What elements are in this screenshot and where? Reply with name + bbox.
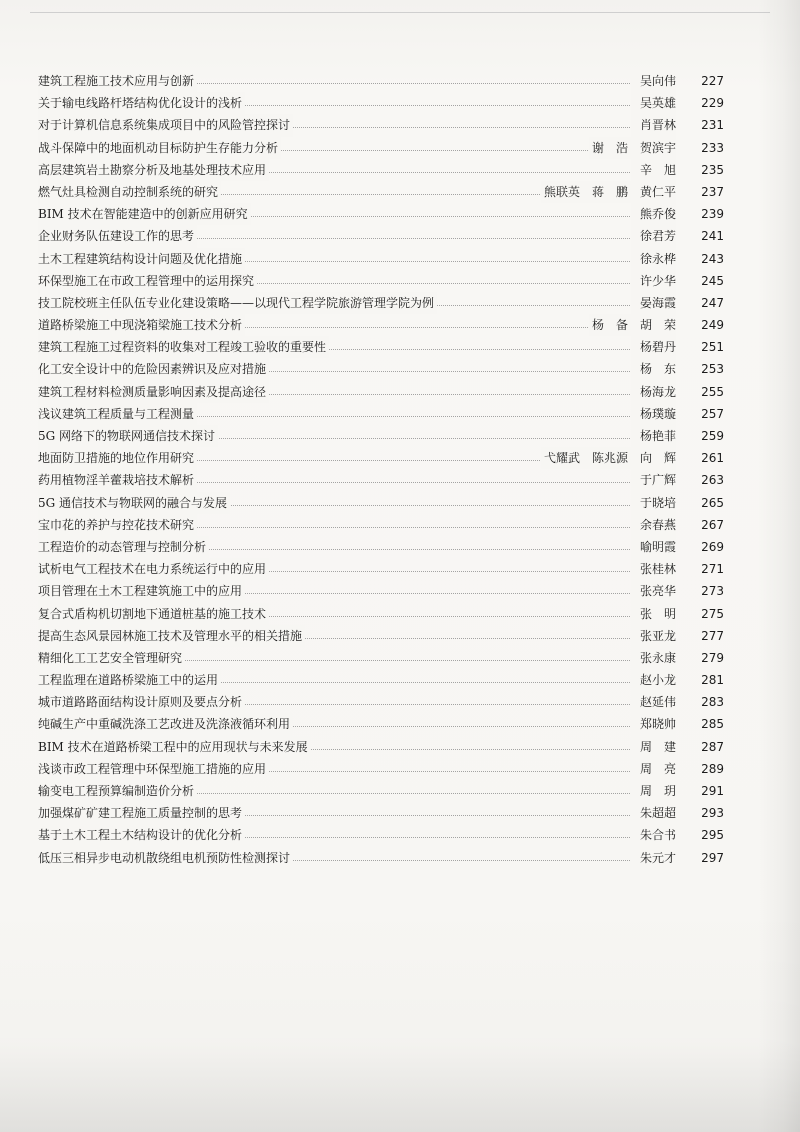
toc-author: 杨 东 [631, 358, 676, 380]
toc-page-number: 233 [701, 140, 724, 155]
toc-title: 土木工程建筑结构设计问题及优化措施 [38, 248, 245, 270]
toc-title: 工程造价的动态管理与控制分析 [38, 536, 209, 558]
toc-page-number: 229 [701, 96, 724, 111]
toc-author: 吴英雄 [631, 92, 676, 114]
toc-page-number: 255 [701, 384, 724, 399]
toc-author: 熊联英 蒋 鹏 黄仁平 [541, 181, 676, 203]
toc-page-number: 291 [701, 784, 724, 798]
toc-title: 建筑工程施工技术应用与创新 [38, 70, 197, 92]
toc-author: 吴向伟 [631, 70, 676, 92]
toc-entry [38, 336, 724, 358]
toc-entry [38, 847, 724, 869]
toc-entry [38, 780, 724, 802]
toc-title: 加强煤矿矿建工程施工质量控制的思考 [38, 802, 245, 824]
page-bottom-fold [0, 902, 800, 1132]
toc-entry [38, 447, 724, 469]
toc-title: 关于输电线路杆塔结构优化设计的浅析 [38, 92, 245, 114]
toc-page-number: 297 [701, 850, 724, 865]
toc-title: 高层建筑岩土勘察分析及地基处理技术应用 [38, 159, 269, 181]
toc-entry [38, 469, 724, 491]
toc-title: 项目管理在土木工程建筑施工中的应用 [38, 580, 245, 602]
toc-page-number: 239 [701, 207, 724, 222]
toc-page-number: 257 [701, 406, 724, 421]
toc-author: 赵小龙 [631, 669, 676, 691]
toc-entry [38, 713, 724, 735]
toc-author: 朱超超 [631, 802, 676, 824]
toc-entry [38, 492, 724, 514]
toc-title: 环保型施工在市政工程管理中的运用探究 [38, 270, 257, 292]
toc-entry [38, 181, 724, 203]
toc-page-number: 271 [701, 562, 724, 577]
toc-entry [38, 647, 724, 669]
toc-entry [38, 70, 724, 92]
toc-title: 战斗保障中的地面机动目标防护生存能力分析 [38, 137, 281, 159]
toc-entry [38, 580, 724, 602]
toc-page-number: 249 [701, 318, 724, 333]
toc-title: 建筑工程材料检测质量影响因素及提高途径 [38, 381, 269, 403]
toc-page-number: 227 [701, 74, 724, 88]
toc-author: 谢 浩 贺滨宇 [589, 137, 676, 159]
toc-title: 地面防卫措施的地位作用研究 [38, 447, 197, 469]
toc-entry [38, 114, 724, 136]
toc-page-number: 263 [701, 473, 724, 488]
toc-title: BIM 技术在道路桥梁工程中的应用现状与未来发展 [38, 736, 311, 758]
toc-entry [38, 159, 724, 181]
toc-page-number: 237 [701, 184, 724, 199]
toc-page-number: 279 [701, 650, 724, 665]
toc-author: 徐君芳 [631, 225, 676, 247]
toc-entry [38, 248, 724, 270]
toc-page-number: 243 [701, 251, 724, 266]
toc-author: 张亮华 [631, 580, 676, 602]
toc-author: 弋耀武 陈兆源 向 辉 [541, 447, 676, 469]
toc-page-number: 293 [701, 806, 724, 821]
toc-page-number: 259 [701, 429, 724, 443]
toc-title: 城市道路路面结构设计原则及要点分析 [38, 691, 245, 713]
toc-author: 杨海龙 [631, 381, 676, 403]
toc-title: 对于计算机信息系统集成项目中的风险管控探讨 [38, 114, 293, 136]
toc-author: 周 建 [631, 736, 676, 758]
toc-title: 工程监理在道路桥梁施工中的运用 [38, 669, 221, 691]
toc-page-number: 285 [701, 717, 724, 732]
toc-title: 企业财务队伍建设工作的思考 [38, 225, 197, 247]
toc-entry [38, 381, 724, 403]
toc-title: 宝巾花的养护与控花技术研究 [38, 514, 197, 536]
toc-title: 化工安全设计中的危险因素辨识及应对措施 [38, 358, 269, 380]
toc-page-number: 295 [701, 828, 724, 843]
toc-page-number: 281 [701, 673, 724, 688]
toc-author: 晏海霞 [631, 292, 676, 314]
toc-page-number: 241 [701, 229, 724, 244]
toc-author: 杨 备 胡 荣 [589, 314, 676, 336]
toc-page-number: 231 [701, 118, 724, 133]
toc-entry [38, 403, 724, 425]
toc-entry [38, 358, 724, 380]
toc-author: 朱合书 [631, 824, 676, 846]
toc-title: 技工院校班主任队伍专业化建设策略——以现代工程学院旅游管理学院为例 [38, 292, 437, 314]
toc-page-number: 273 [701, 584, 724, 599]
toc-entry [38, 137, 724, 159]
toc-page-number: 265 [701, 495, 724, 510]
toc-page-number: 253 [701, 362, 724, 377]
toc-page-number: 261 [701, 451, 724, 466]
toc-title: 基于土木工程土木结构设计的优化分析 [38, 824, 245, 846]
toc-page-number: 245 [701, 273, 724, 288]
table-of-contents [38, 70, 724, 869]
toc-entry [38, 603, 724, 625]
toc-entry [38, 203, 724, 225]
toc-author: 肖晋林 [631, 114, 676, 136]
toc-entry [38, 625, 724, 647]
toc-author: 张亚龙 [631, 625, 676, 647]
toc-entry [38, 669, 724, 691]
toc-author: 辛 旭 [631, 159, 676, 181]
toc-author: 许少华 [631, 270, 676, 292]
toc-title: 试析电气工程技术在电力系统运行中的应用 [38, 558, 269, 580]
toc-entry [38, 270, 724, 292]
toc-entry [38, 691, 724, 713]
toc-author: 朱元才 [631, 847, 676, 869]
page-top-edge [30, 12, 770, 13]
toc-page-number: 275 [701, 606, 724, 621]
toc-author: 喻明霞 [631, 536, 676, 558]
toc-page-number: 247 [701, 295, 724, 310]
toc-author: 杨璞璇 [631, 403, 676, 425]
toc-entry [38, 292, 724, 314]
toc-title: 浅议建筑工程质量与工程测量 [38, 403, 197, 425]
toc-entry [38, 558, 724, 580]
toc-author: 张 明 [631, 603, 676, 625]
toc-title: 5G 通信技术与物联网的融合与发展 [38, 492, 230, 514]
toc-entry [38, 824, 724, 846]
toc-page-number: 283 [701, 695, 724, 710]
toc-page-number: 269 [701, 539, 724, 554]
toc-author: 周 亮 [631, 758, 676, 780]
toc-entry [38, 758, 724, 780]
toc-author: 赵延伟 [631, 691, 676, 713]
toc-title: 精细化工工艺安全管理研究 [38, 647, 185, 669]
toc-title: 燃气灶具检测自动控制系统的研究 [38, 181, 221, 203]
toc-title: 低压三相异步电动机散绕组电机预防性检测探讨 [38, 847, 293, 869]
toc-author: 余春燕 [631, 514, 676, 536]
toc-page-number: 287 [701, 739, 724, 754]
toc-title: BIM 技术在智能建造中的创新应用研究 [38, 203, 251, 225]
toc-title: 提高生态风景园林施工技术及管理水平的相关措施 [38, 625, 305, 647]
toc-entry [38, 314, 724, 336]
toc-author: 张永康 [631, 647, 676, 669]
toc-entry [38, 802, 724, 824]
toc-page-number: 277 [701, 628, 724, 643]
toc-page-number: 235 [701, 162, 724, 177]
toc-page-number: 251 [701, 340, 724, 355]
toc-author: 熊乔俊 [631, 203, 676, 225]
toc-title: 道路桥梁施工中现浇箱梁施工技术分析 [38, 314, 245, 336]
toc-author: 张桂林 [631, 558, 676, 580]
toc-author: 徐永桦 [631, 248, 676, 270]
toc-author: 周 玥 [631, 780, 676, 802]
toc-title: 药用植物淫羊藿栽培技术解析 [38, 469, 197, 491]
toc-title: 输变电工程预算编制造价分析 [38, 780, 197, 802]
toc-page-number: 289 [701, 761, 724, 776]
toc-author: 杨艳菲 [631, 425, 676, 447]
toc-entry [38, 514, 724, 536]
toc-title: 浅谈市政工程管理中环保型施工措施的应用 [38, 758, 269, 780]
toc-author: 于广辉 [631, 469, 676, 491]
toc-title: 5G 网络下的物联网通信技术探讨 [38, 425, 218, 447]
toc-entry [38, 425, 724, 447]
toc-author: 于晓培 [631, 492, 676, 514]
toc-entry [38, 736, 724, 758]
toc-entry [38, 536, 724, 558]
toc-title: 纯碱生产中重碱洗涤工艺改进及洗涤液循环利用 [38, 713, 293, 735]
toc-entry [38, 92, 724, 114]
toc-title: 复合式盾构机切割地下通道桩基的施工技术 [38, 603, 269, 625]
toc-author: 杨碧丹 [631, 336, 676, 358]
toc-page-number: 267 [701, 517, 724, 532]
toc-author: 郑晓帅 [631, 713, 676, 735]
toc-entry [38, 225, 724, 247]
toc-title: 建筑工程施工过程资料的收集对工程竣工验收的重要性 [38, 336, 329, 358]
